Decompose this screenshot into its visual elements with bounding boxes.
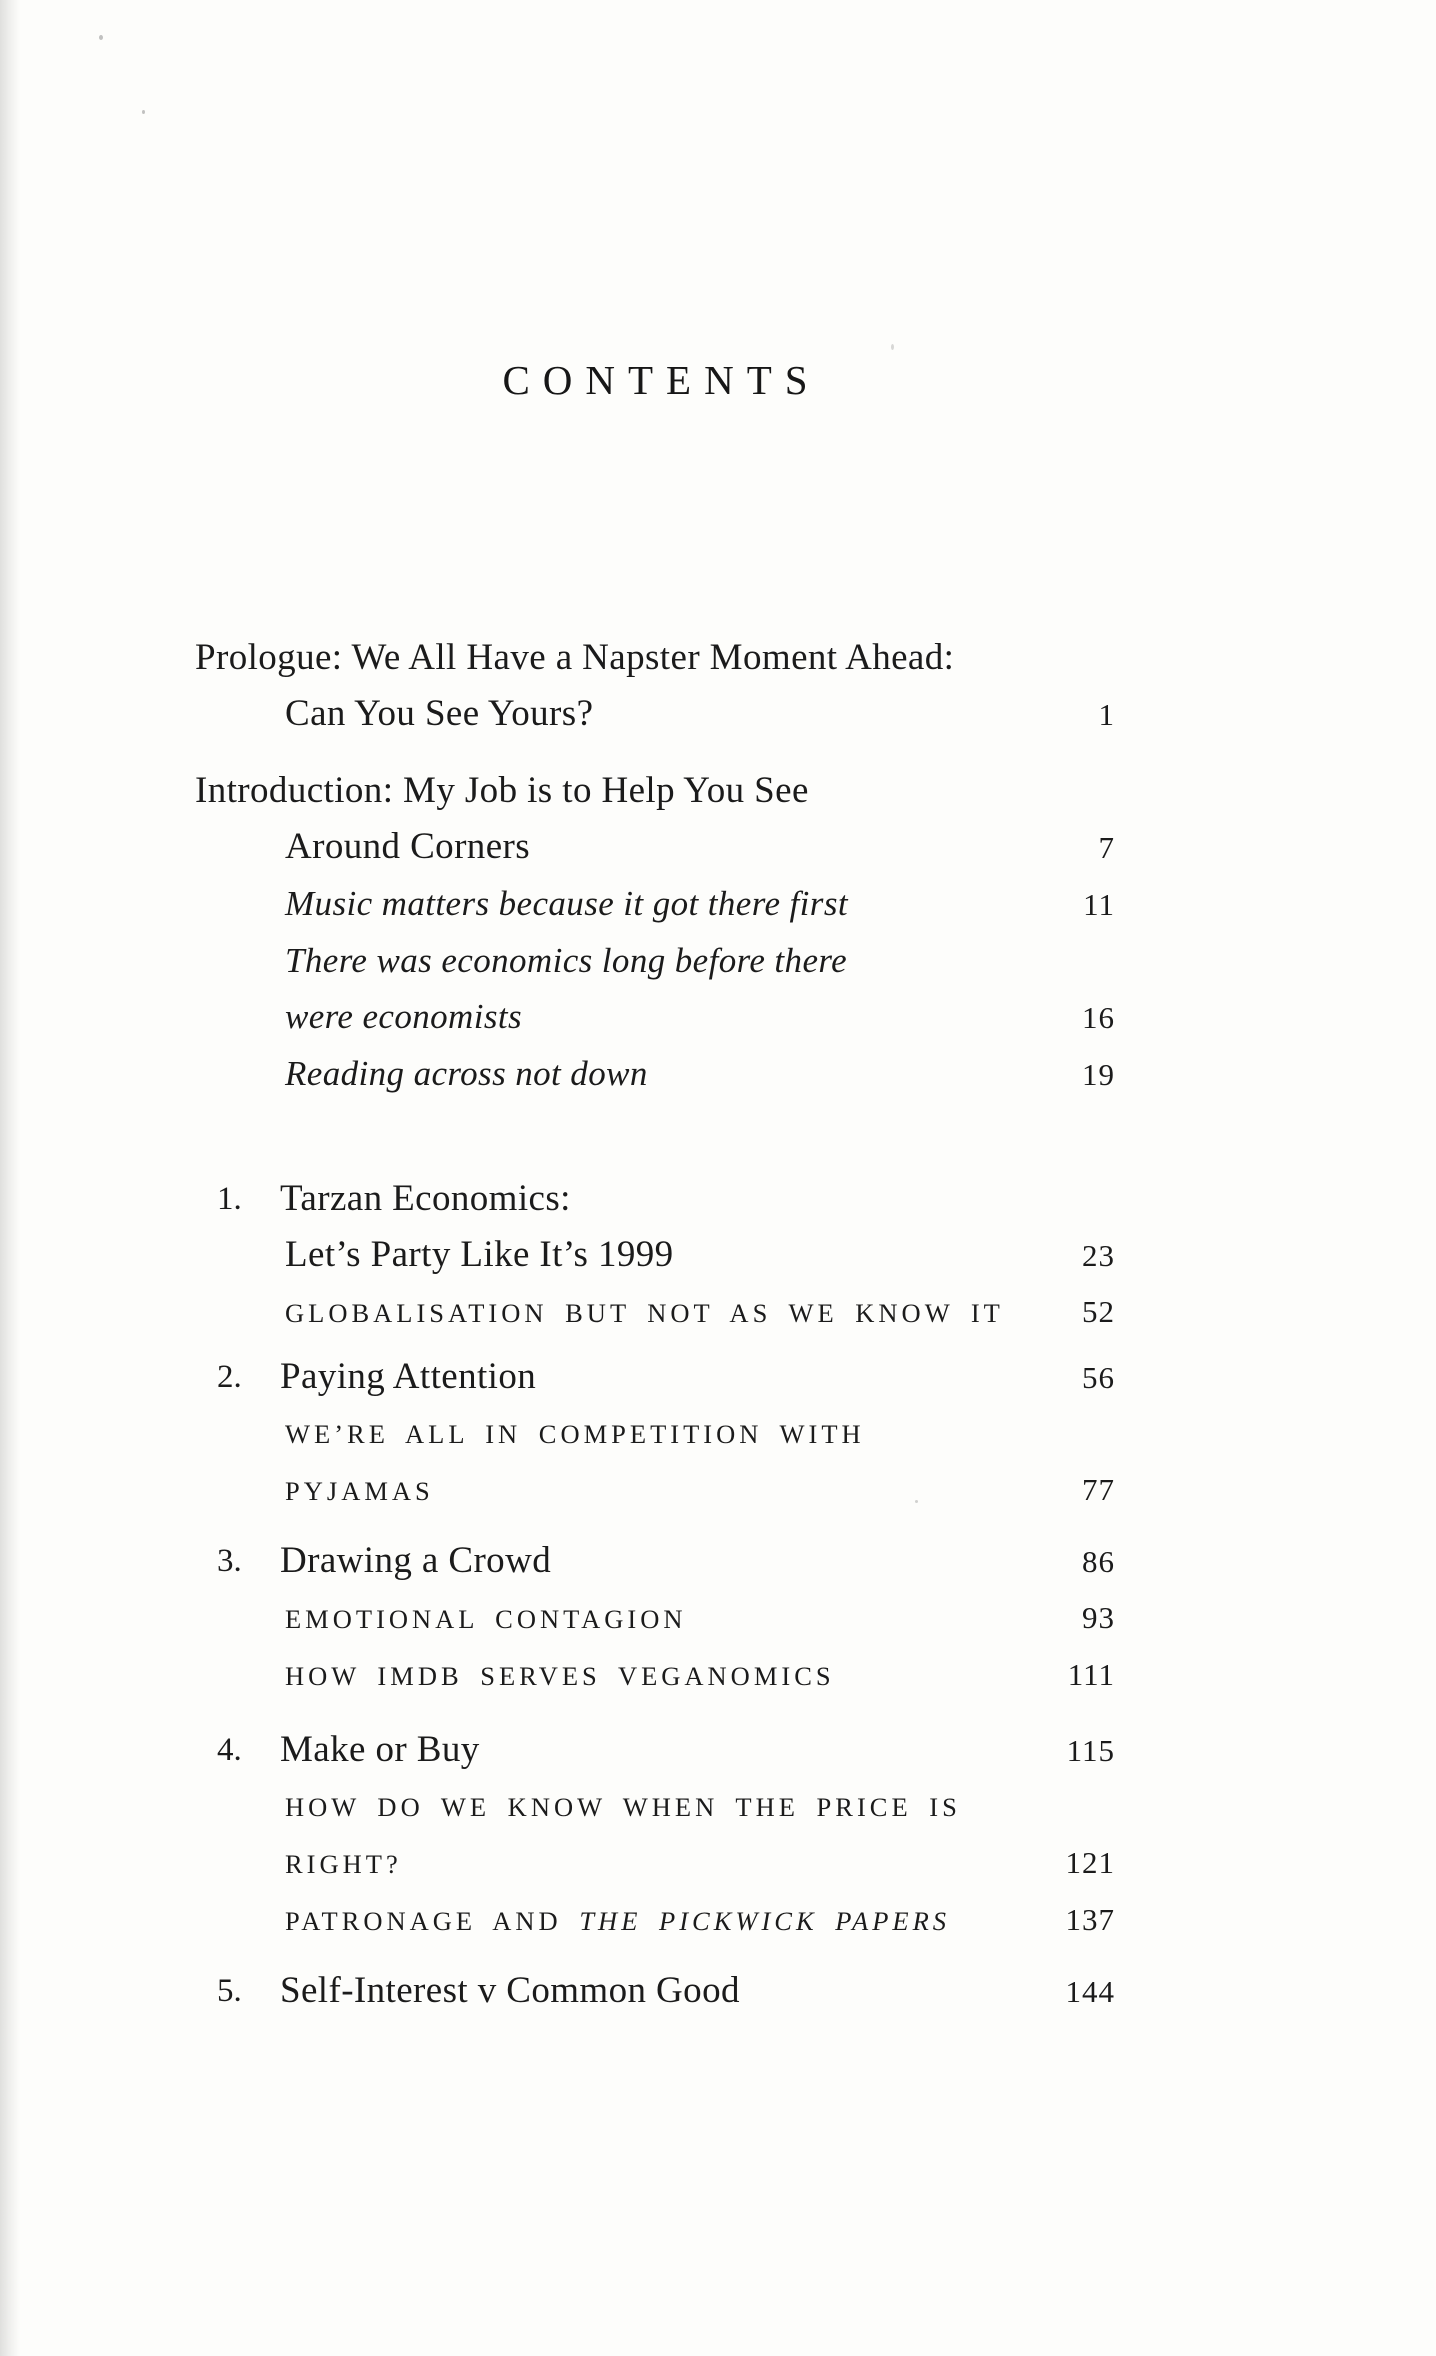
scan-speck xyxy=(891,344,894,350)
toc-subentry-economics-line2 xyxy=(195,989,1115,1046)
entry-text: Prologue: We All Have a Napster Moment Ahead: xyxy=(195,637,955,678)
entry-page-number: 111 xyxy=(1067,1657,1115,1692)
entry-page-number: 144 xyxy=(1065,1974,1115,2009)
toc-entry-prologue xyxy=(195,630,1115,686)
entry-page-number: 7 xyxy=(1098,830,1115,865)
entry-text: There was economics long before there xyxy=(285,941,848,980)
entry-page-number: 137 xyxy=(1065,1902,1115,1937)
entry-text: HOW IMDB SERVES VEGANOMICS xyxy=(285,1661,835,1691)
toc-entry-chapter-1-line2 xyxy=(195,1227,1115,1284)
toc-subentry-price-right-line2 xyxy=(195,1835,1115,1892)
chapter-number: 2. xyxy=(217,1359,242,1395)
entry-page-number: 11 xyxy=(1083,887,1115,922)
entry-text: Make or Buy xyxy=(280,1729,480,1770)
scan-speck xyxy=(142,110,145,114)
toc-entry-prologue-line2 xyxy=(195,686,1115,743)
toc-subentry-competition-line2 xyxy=(195,1462,1115,1519)
entry-text: were economists xyxy=(285,997,523,1036)
entry-page-number: 56 xyxy=(1082,1360,1115,1395)
entry-page-number: 52 xyxy=(1082,1294,1115,1329)
toc-entry-chapter-4 xyxy=(195,1722,1115,1779)
chapter-number: 1. xyxy=(217,1181,242,1217)
entry-text: Let’s Party Like It’s 1999 xyxy=(285,1234,674,1275)
entry-page-number: 16 xyxy=(1082,1000,1115,1035)
chapter-number: 4. xyxy=(217,1732,242,1768)
toc-subentry-emotional-contagion xyxy=(195,1590,1115,1647)
entry-text: Drawing a Crowd xyxy=(280,1540,552,1581)
toc-subentry-reading-across xyxy=(195,1046,1115,1103)
entry-text: Paying Attention xyxy=(280,1356,537,1397)
entry-text-italic: THE PICKWICK PAPERS xyxy=(579,1906,951,1936)
scan-speck xyxy=(99,35,103,40)
toc-entry-chapter-2 xyxy=(195,1349,1115,1406)
entry-page-number: 115 xyxy=(1066,1733,1115,1768)
entry-text: WE’RE ALL IN COMPETITION WITH xyxy=(285,1419,865,1449)
entry-text: EMOTIONAL CONTAGION xyxy=(285,1604,687,1634)
toc-subentry-economics-line1 xyxy=(195,933,1115,989)
entry-text: GLOBALISATION BUT NOT AS WE KNOW IT xyxy=(285,1298,1004,1328)
toc-subentry-music-matters xyxy=(195,876,1115,933)
toc-entry-chapter-5 xyxy=(195,1963,1115,2020)
entry-page-number: 77 xyxy=(1082,1472,1115,1507)
chapter-number: 3. xyxy=(217,1543,242,1579)
entry-text: Music matters because it got there first xyxy=(285,884,848,923)
entry-text: Reading across not down xyxy=(285,1054,648,1093)
entry-text: PYJAMAS xyxy=(285,1476,434,1506)
toc-subentry-price-right-line1 xyxy=(195,1779,1115,1835)
toc-entry-chapter-3 xyxy=(195,1533,1115,1590)
entry-text: Around Corners xyxy=(285,826,531,867)
entry-text-roman: PATRONAGE AND xyxy=(285,1906,580,1936)
entry-text: HOW DO WE KNOW WHEN THE PRICE IS xyxy=(285,1792,961,1822)
entry-text: Self-Interest v Common Good xyxy=(280,1970,740,2011)
toc-entry-chapter-1 xyxy=(195,1171,1115,1227)
toc-entry-introduction xyxy=(195,763,1115,819)
toc-subentry-globalisation xyxy=(195,1284,1115,1341)
toc-subentry-patronage-pickwick xyxy=(195,1892,1115,1949)
toc-subentry-competition-line1 xyxy=(195,1406,1115,1462)
toc-entry-introduction-line2 xyxy=(195,819,1115,876)
page-title: CONTENTS xyxy=(502,357,821,403)
scan-edge-shadow xyxy=(0,0,20,2356)
entry-page-number: 93 xyxy=(1082,1600,1115,1635)
entry-text: Tarzan Economics: xyxy=(280,1178,571,1219)
entry-page-number: 23 xyxy=(1082,1238,1115,1273)
chapter-number: 5. xyxy=(217,1973,242,2009)
table-of-contents xyxy=(195,630,1115,2020)
entry-text: Introduction: My Job is to Help You See xyxy=(195,770,809,811)
entry-text: RIGHT? xyxy=(285,1849,402,1879)
entry-page-number: 19 xyxy=(1082,1057,1115,1092)
entry-page-number: 86 xyxy=(1082,1544,1115,1579)
entry-text xyxy=(195,1893,950,1949)
entry-text: Can You See Yours? xyxy=(285,693,594,734)
toc-subentry-imdb-veganomics xyxy=(195,1647,1115,1704)
entry-page-number: 121 xyxy=(1065,1845,1115,1880)
entry-page-number: 1 xyxy=(1098,697,1115,732)
